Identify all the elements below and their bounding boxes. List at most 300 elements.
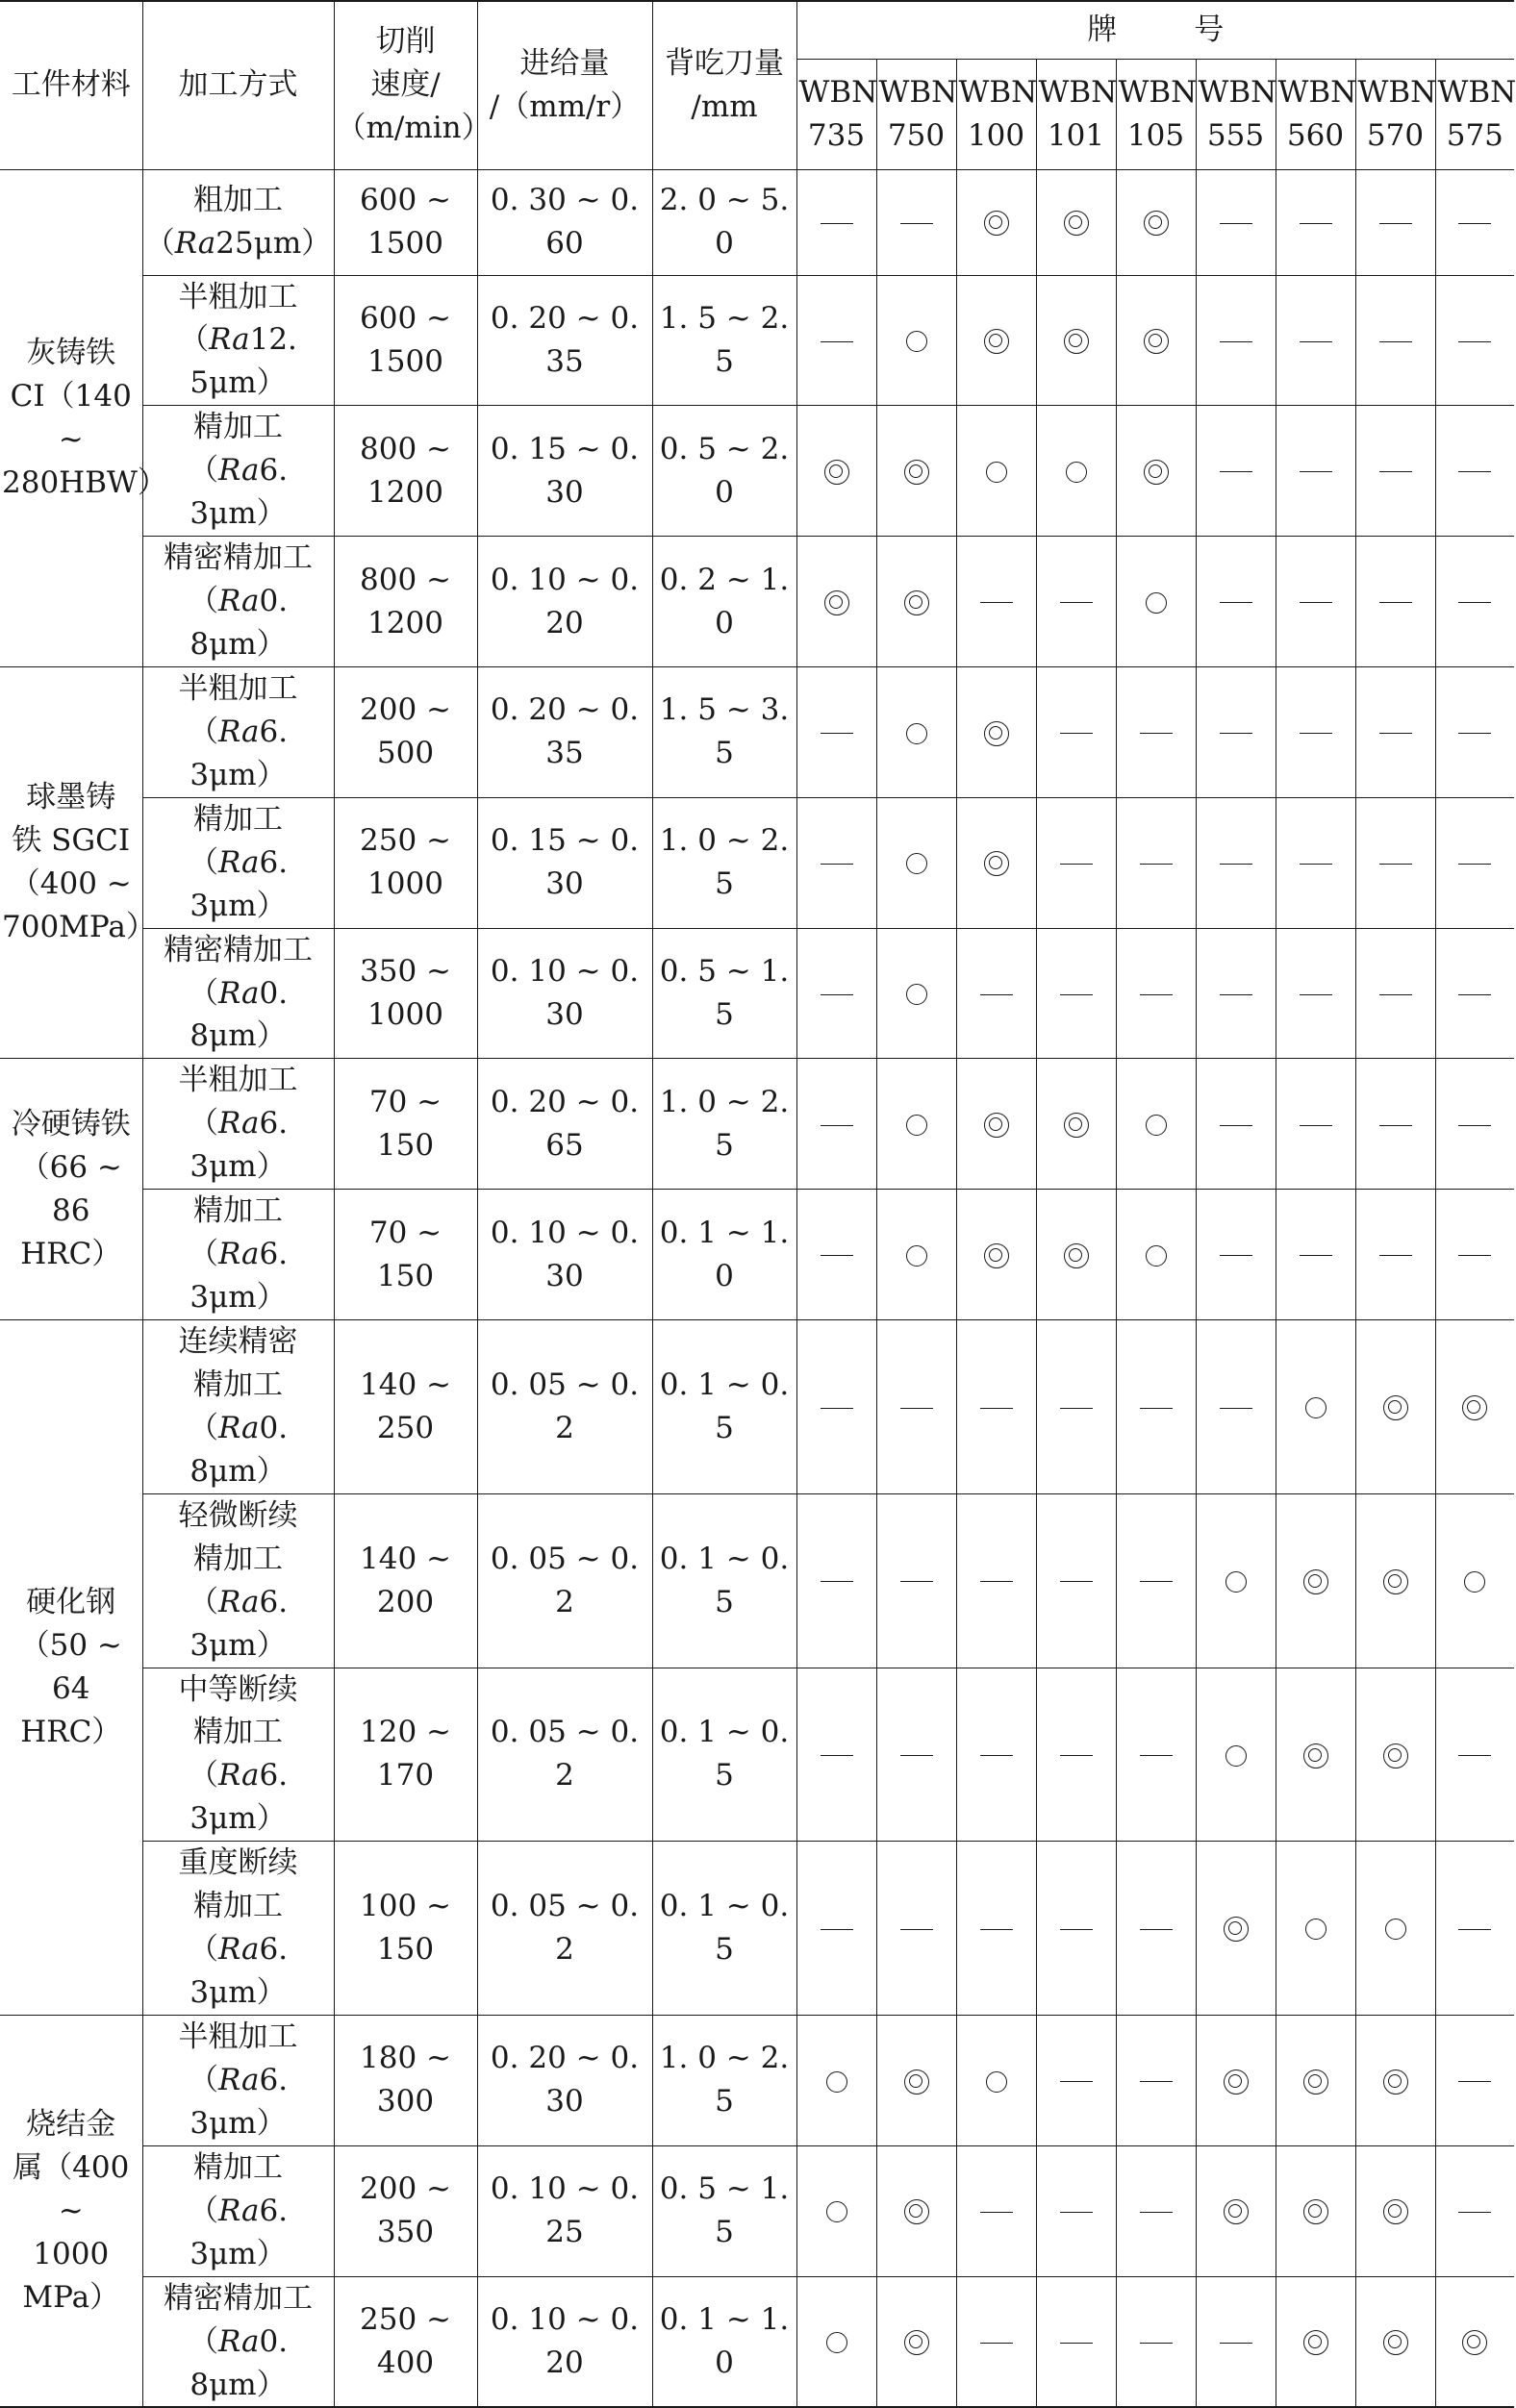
grade-mark-cell — [1196, 1842, 1276, 2016]
dash-mark — [1140, 1408, 1173, 1409]
dash-mark — [1220, 1408, 1252, 1409]
grade-mark-cell — [1276, 275, 1355, 406]
material-cell: 烧结金 属（400 ~ 1000 MPa） — [0, 2016, 142, 2408]
dash-mark — [1379, 994, 1412, 995]
double-circle-mark — [1224, 2069, 1249, 2094]
double-circle-mark — [1383, 1395, 1408, 1420]
double-circle-mark — [984, 851, 1009, 876]
method-label: 轻微断续 精加工 — [178, 1497, 298, 1576]
roughness-label: （Ra0. 8μm） — [188, 975, 289, 1054]
method-label: 半粗加工 — [178, 670, 298, 706]
method-cell — [142, 1059, 334, 1190]
grade-mark-cell — [1036, 666, 1116, 797]
circle-mark — [826, 2332, 847, 2353]
dash-mark — [1300, 341, 1332, 342]
grade-mark-cell — [956, 537, 1036, 667]
double-circle-mark — [1144, 329, 1169, 354]
circle-mark — [986, 2071, 1007, 2093]
material-cell: 球墨铸 铁 SGCI （400 ~ 700MPa） — [0, 666, 142, 1058]
dash-mark — [980, 1408, 1013, 1409]
depth-cell: 1. 0 ~ 2. 5 — [652, 2016, 796, 2146]
double-circle-mark — [1383, 1743, 1408, 1768]
header-grade-1: WBN 750 — [876, 59, 956, 169]
grade-mark-cell — [1036, 1059, 1116, 1190]
double-circle-mark — [1303, 1743, 1328, 1768]
depth-cell: 0. 1 ~ 0. 5 — [652, 1842, 796, 2016]
double-circle-mark — [1462, 2330, 1487, 2355]
method-label: 精加工 — [193, 2149, 283, 2185]
method-cell — [142, 2016, 334, 2146]
grade-mark-cell — [1196, 928, 1276, 1059]
grade-mark-cell — [1276, 2276, 1355, 2407]
dash-mark — [1300, 864, 1332, 865]
double-circle-mark — [1303, 2330, 1328, 2355]
roughness-label: （Ra0. 8μm） — [188, 2323, 289, 2402]
grade-mark-cell — [1116, 928, 1196, 1059]
depth-cell: 0. 5 ~ 1. 5 — [652, 928, 796, 1059]
grade-mark-cell — [1355, 1493, 1435, 1668]
grade-mark-cell — [1196, 1059, 1276, 1190]
table-row — [0, 1842, 1514, 2016]
header-grade-4: WBN 105 — [1116, 59, 1196, 169]
header-grade-0: WBN 735 — [796, 59, 876, 169]
grade-mark-cell — [956, 2145, 1036, 2276]
double-circle-mark — [1064, 1243, 1089, 1268]
grade-mark-cell — [1036, 2016, 1116, 2146]
double-circle-mark — [824, 590, 849, 615]
method-cell — [142, 2276, 334, 2407]
dash-mark — [1140, 864, 1173, 865]
grade-mark-cell — [1036, 1190, 1116, 1320]
grade-mark-cell — [1036, 2276, 1116, 2407]
dash-mark — [1220, 471, 1252, 472]
grade-mark-cell — [1036, 1320, 1116, 1494]
depth-cell: 1. 0 ~ 2. 5 — [652, 1059, 796, 1190]
dash-mark — [1060, 733, 1093, 734]
grade-mark-cell — [1276, 1493, 1355, 1668]
grade-mark-cell — [796, 169, 876, 275]
grade-mark-cell — [956, 2276, 1036, 2407]
grade-mark-cell — [876, 1320, 956, 1494]
grade-mark-cell — [956, 928, 1036, 1059]
dash-mark — [1060, 2343, 1093, 2344]
dash-mark — [1220, 1125, 1252, 1126]
speed-cell: 180 ~ 300 — [334, 2016, 477, 2146]
grade-mark-cell — [796, 928, 876, 1059]
roughness-label: （Ra12. 5μm） — [179, 322, 297, 401]
grade-mark-cell — [1116, 169, 1196, 275]
speed-cell: 100 ~ 150 — [334, 1842, 477, 2016]
double-circle-mark — [1303, 1569, 1328, 1594]
circle-mark — [826, 2071, 847, 2093]
header-speed: 切削 速度/ （m/min） — [334, 1, 477, 169]
table-row — [0, 275, 1514, 406]
method-label: 半粗加工 — [178, 1063, 298, 1098]
grade-mark-cell — [1116, 2145, 1196, 2276]
dash-mark — [980, 1581, 1013, 1582]
speed-cell: 140 ~ 200 — [334, 1493, 477, 1668]
grade-mark-cell — [1435, 1190, 1514, 1320]
circle-mark — [1225, 1571, 1247, 1593]
header-grade-6: WBN 560 — [1276, 59, 1355, 169]
dash-mark — [1300, 223, 1332, 224]
dash-mark — [1300, 1255, 1332, 1256]
method-label: 连续精密 精加工 — [178, 1324, 298, 1402]
grade-mark-cell — [876, 1493, 956, 1668]
dash-mark — [1458, 1755, 1491, 1756]
grade-mark-cell — [1435, 797, 1514, 928]
method-label: 半粗加工 — [178, 279, 298, 314]
grade-mark-cell — [1276, 797, 1355, 928]
circle-mark — [906, 984, 927, 1005]
grade-mark-cell — [1435, 169, 1514, 275]
circle-mark — [906, 1115, 927, 1136]
circle-mark — [906, 853, 927, 874]
grade-mark-cell — [1196, 275, 1276, 406]
double-circle-mark — [1462, 1395, 1487, 1420]
grade-mark-cell — [1116, 537, 1196, 667]
method-cell — [142, 1842, 334, 2016]
feed-cell: 0. 30 ~ 0. 60 — [477, 169, 652, 275]
grade-mark-cell — [1435, 1493, 1514, 1668]
table-row — [0, 2276, 1514, 2407]
double-circle-mark — [1303, 2199, 1328, 2224]
feed-cell: 0. 15 ~ 0. 30 — [477, 797, 652, 928]
grade-mark-cell — [876, 928, 956, 1059]
method-cell — [142, 169, 334, 275]
dash-mark — [1060, 1581, 1093, 1582]
grade-mark-cell — [1435, 406, 1514, 537]
grade-mark-cell — [1276, 2016, 1355, 2146]
dash-mark — [1140, 733, 1173, 734]
grade-mark-cell — [1116, 1493, 1196, 1668]
roughness-label: （Ra6. 3μm） — [188, 1932, 289, 2011]
dash-mark — [980, 2212, 1013, 2213]
grade-title-a: 牌 — [1087, 12, 1118, 47]
double-circle-mark — [1383, 1569, 1408, 1594]
grade-mark-cell — [1196, 1190, 1276, 1320]
roughness-label: （Ra6. 3μm） — [188, 1106, 289, 1185]
double-circle-mark — [1383, 2199, 1408, 2224]
grade-mark-cell — [1196, 537, 1276, 667]
grade-mark-cell — [1355, 537, 1435, 667]
speed-cell: 350 ~ 1000 — [334, 928, 477, 1059]
dash-mark — [821, 1581, 853, 1582]
method-cell — [142, 1320, 334, 1494]
feed-cell: 0. 10 ~ 0. 30 — [477, 928, 652, 1059]
dash-mark — [1458, 471, 1491, 472]
dash-mark — [821, 1755, 853, 1756]
dash-mark — [1458, 602, 1491, 603]
roughness-label: （Ra6. 3μm） — [188, 453, 289, 532]
dash-mark — [821, 1255, 853, 1256]
dash-mark — [1220, 2343, 1252, 2344]
grade-mark-cell — [1355, 275, 1435, 406]
method-cell — [142, 797, 334, 928]
double-circle-mark — [1144, 211, 1169, 236]
dash-mark — [1379, 864, 1412, 865]
feed-cell: 0. 10 ~ 0. 30 — [477, 1190, 652, 1320]
dash-mark — [1220, 602, 1252, 603]
table-row — [0, 928, 1514, 1059]
method-label: 粗加工 — [193, 183, 283, 218]
dash-mark — [900, 1581, 933, 1582]
roughness-label: （Ra6. 3μm） — [188, 2193, 289, 2271]
roughness-label: （Ra25μm） — [144, 226, 332, 261]
grade-mark-cell — [876, 1190, 956, 1320]
grade-mark-cell — [1276, 406, 1355, 537]
speed-cell: 800 ~ 1200 — [334, 406, 477, 537]
feed-cell: 0. 05 ~ 0. 2 — [477, 1493, 652, 1668]
grade-mark-cell — [1435, 1059, 1514, 1190]
grade-mark-cell — [796, 797, 876, 928]
grade-mark-cell — [796, 275, 876, 406]
grade-mark-cell — [1355, 1190, 1435, 1320]
grade-mark-cell — [1116, 1320, 1196, 1494]
dash-mark — [1379, 733, 1412, 734]
table-row — [0, 537, 1514, 667]
grade-mark-cell — [956, 797, 1036, 928]
header-grade-group — [796, 1, 1514, 59]
grade-mark-cell — [1435, 2145, 1514, 2276]
grade-mark-cell — [1355, 169, 1435, 275]
circle-mark — [1305, 1397, 1326, 1418]
dash-mark — [1140, 2212, 1173, 2213]
grade-mark-cell — [1355, 928, 1435, 1059]
dash-mark — [1458, 1929, 1491, 1930]
method-cell — [142, 1668, 334, 1842]
grade-mark-cell — [1276, 928, 1355, 1059]
feed-cell: 0. 20 ~ 0. 30 — [477, 2016, 652, 2146]
grade-mark-cell — [956, 1059, 1036, 1190]
grade-mark-cell — [1276, 169, 1355, 275]
grade-mark-cell — [1435, 1842, 1514, 2016]
grade-mark-cell — [1276, 1320, 1355, 1494]
dash-mark — [1300, 1125, 1332, 1126]
dash-mark — [821, 1929, 853, 1930]
grade-mark-cell — [876, 406, 956, 537]
dash-mark — [1379, 341, 1412, 342]
grade-mark-cell — [876, 275, 956, 406]
circle-mark — [906, 1245, 927, 1267]
double-circle-mark — [1303, 2069, 1328, 2094]
dash-mark — [1140, 2081, 1173, 2082]
grade-mark-cell — [1276, 1842, 1355, 2016]
table-row — [0, 169, 1514, 275]
grade-mark-cell — [1196, 666, 1276, 797]
grade-mark-cell — [1435, 666, 1514, 797]
grade-mark-cell — [1116, 406, 1196, 537]
dash-mark — [1140, 1755, 1173, 1756]
grade-mark-cell — [1196, 1320, 1276, 1494]
table-row — [0, 1668, 1514, 1842]
speed-cell: 140 ~ 250 — [334, 1320, 477, 1494]
grade-mark-cell — [1116, 2276, 1196, 2407]
depth-cell: 2. 0 ~ 5. 0 — [652, 169, 796, 275]
header-grade-8: WBN 575 — [1435, 59, 1514, 169]
grade-mark-cell — [876, 2145, 956, 2276]
dash-mark — [821, 1125, 853, 1126]
dash-mark — [1140, 994, 1173, 995]
double-circle-mark — [1064, 211, 1089, 236]
dash-mark — [1458, 2212, 1491, 2213]
header-depth: 背吃刀量 /mm — [652, 1, 796, 169]
grade-mark-cell — [1036, 1493, 1116, 1668]
grade-mark-cell — [1276, 666, 1355, 797]
roughness-label: （Ra0. 8μm） — [188, 584, 289, 662]
grade-mark-cell — [1036, 537, 1116, 667]
grade-mark-cell — [876, 2276, 956, 2407]
feed-cell: 0. 15 ~ 0. 30 — [477, 406, 652, 537]
dash-mark — [980, 1929, 1013, 1930]
double-circle-mark — [1383, 2069, 1408, 2094]
table-row — [0, 666, 1514, 797]
grade-mark-cell — [796, 2276, 876, 2407]
grade-mark-cell — [956, 2016, 1036, 2146]
circle-mark — [1464, 1571, 1485, 1593]
grade-mark-cell — [1435, 928, 1514, 1059]
dash-mark — [1379, 223, 1412, 224]
dash-mark — [1220, 341, 1252, 342]
method-label: 精密精加工 — [164, 932, 313, 967]
double-circle-mark — [1144, 460, 1169, 485]
double-circle-mark — [984, 1113, 1009, 1138]
speed-cell: 600 ~ 1500 — [334, 169, 477, 275]
double-circle-mark — [824, 460, 849, 485]
grade-mark-cell — [1196, 1668, 1276, 1842]
double-circle-mark — [984, 211, 1009, 236]
depth-cell: 1. 0 ~ 2. 5 — [652, 797, 796, 928]
speed-cell: 120 ~ 170 — [334, 1668, 477, 1842]
grade-mark-cell — [1355, 1059, 1435, 1190]
grade-mark-cell — [876, 797, 956, 928]
dash-mark — [980, 2343, 1013, 2344]
grade-mark-cell — [956, 1668, 1036, 1842]
grade-mark-cell — [1355, 2276, 1435, 2407]
method-cell — [142, 275, 334, 406]
dash-mark — [1458, 1125, 1491, 1126]
grade-title-b: 号 — [1194, 12, 1225, 47]
feed-cell: 0. 05 ~ 0. 2 — [477, 1320, 652, 1494]
depth-cell: 1. 5 ~ 2. 5 — [652, 275, 796, 406]
circle-mark — [1385, 1919, 1406, 1940]
table-row — [0, 406, 1514, 537]
depth-cell: 0. 1 ~ 1. 0 — [652, 1190, 796, 1320]
grade-mark-cell — [1435, 2276, 1514, 2407]
grade-mark-cell — [1196, 169, 1276, 275]
dash-mark — [900, 1408, 933, 1409]
double-circle-mark — [904, 460, 929, 485]
feed-cell: 0. 20 ~ 0. 35 — [477, 666, 652, 797]
material-cell: 冷硬铸铁 （66 ~ 86 HRC） — [0, 1059, 142, 1320]
circle-mark — [906, 723, 927, 744]
dash-mark — [980, 1755, 1013, 1756]
roughness-label: （Ra6. 3μm） — [188, 1237, 289, 1316]
dash-mark — [1300, 602, 1332, 603]
dash-mark — [821, 341, 853, 342]
table-row — [0, 1190, 1514, 1320]
grade-mark-cell — [796, 1190, 876, 1320]
dash-mark — [1220, 1255, 1252, 1256]
grade-mark-cell — [796, 1842, 876, 2016]
method-cell — [142, 666, 334, 797]
grade-mark-cell — [1196, 2276, 1276, 2407]
dash-mark — [1458, 2081, 1491, 2082]
depth-cell: 0. 1 ~ 0. 5 — [652, 1320, 796, 1494]
grade-mark-cell — [876, 1059, 956, 1190]
double-circle-mark — [904, 2330, 929, 2355]
grade-mark-cell — [1196, 1493, 1276, 1668]
grade-mark-cell — [796, 1059, 876, 1190]
method-cell — [142, 537, 334, 667]
speed-cell: 250 ~ 400 — [334, 2276, 477, 2407]
material-cell: 硬化钢 （50 ~ 64 HRC） — [0, 1320, 142, 2016]
grade-mark-cell — [1036, 1842, 1116, 2016]
grade-mark-cell — [1435, 537, 1514, 667]
grade-mark-cell — [1355, 1320, 1435, 1494]
table-row — [0, 1493, 1514, 1668]
grade-mark-cell — [956, 666, 1036, 797]
grade-mark-cell — [1355, 666, 1435, 797]
grade-mark-cell — [1276, 2145, 1355, 2276]
grade-mark-cell — [796, 2145, 876, 2276]
dash-mark — [1300, 471, 1332, 472]
dash-mark — [1300, 733, 1332, 734]
method-label: 重度断续 精加工 — [178, 1845, 298, 1924]
dash-mark — [821, 733, 853, 734]
dash-mark — [821, 1408, 853, 1409]
material-cell: 灰铸铁 CI（140 ~ 280HBW） — [0, 169, 142, 666]
method-label: 精加工 — [193, 1193, 283, 1229]
feed-cell: 0. 20 ~ 0. 35 — [477, 275, 652, 406]
grade-mark-cell — [796, 2016, 876, 2146]
depth-cell: 0. 1 ~ 0. 5 — [652, 1493, 796, 1668]
double-circle-mark — [984, 329, 1009, 354]
dash-mark — [1140, 1581, 1173, 1582]
circle-mark — [1066, 462, 1087, 483]
double-circle-mark — [1064, 1113, 1089, 1138]
grade-mark-cell — [1276, 1059, 1355, 1190]
grade-mark-cell — [1196, 406, 1276, 537]
grade-mark-cell — [956, 1842, 1036, 2016]
method-label: 中等断续 精加工 — [178, 1671, 298, 1750]
grade-mark-cell — [1276, 537, 1355, 667]
dash-mark — [1379, 602, 1412, 603]
dash-mark — [1060, 2081, 1093, 2082]
method-cell — [142, 1190, 334, 1320]
grade-mark-cell — [1036, 2145, 1116, 2276]
header-grade-2: WBN 100 — [956, 59, 1036, 169]
grade-mark-cell — [1196, 2145, 1276, 2276]
dash-mark — [900, 1929, 933, 1930]
depth-cell: 0. 5 ~ 1. 5 — [652, 2145, 796, 2276]
grade-mark-cell — [1355, 406, 1435, 537]
method-cell — [142, 928, 334, 1059]
method-cell — [142, 2145, 334, 2276]
method-label: 半粗加工 — [178, 2019, 298, 2054]
speed-cell: 200 ~ 500 — [334, 666, 477, 797]
double-circle-mark — [984, 1243, 1009, 1268]
grade-mark-cell — [796, 537, 876, 667]
feed-cell: 0. 05 ~ 0. 2 — [477, 1668, 652, 1842]
dash-mark — [1060, 864, 1093, 865]
grade-mark-cell — [796, 1320, 876, 1494]
grade-mark-cell — [876, 1842, 956, 2016]
dash-mark — [900, 223, 933, 224]
dash-mark — [1379, 1255, 1412, 1256]
table-row — [0, 2145, 1514, 2276]
grade-mark-cell — [1036, 797, 1116, 928]
